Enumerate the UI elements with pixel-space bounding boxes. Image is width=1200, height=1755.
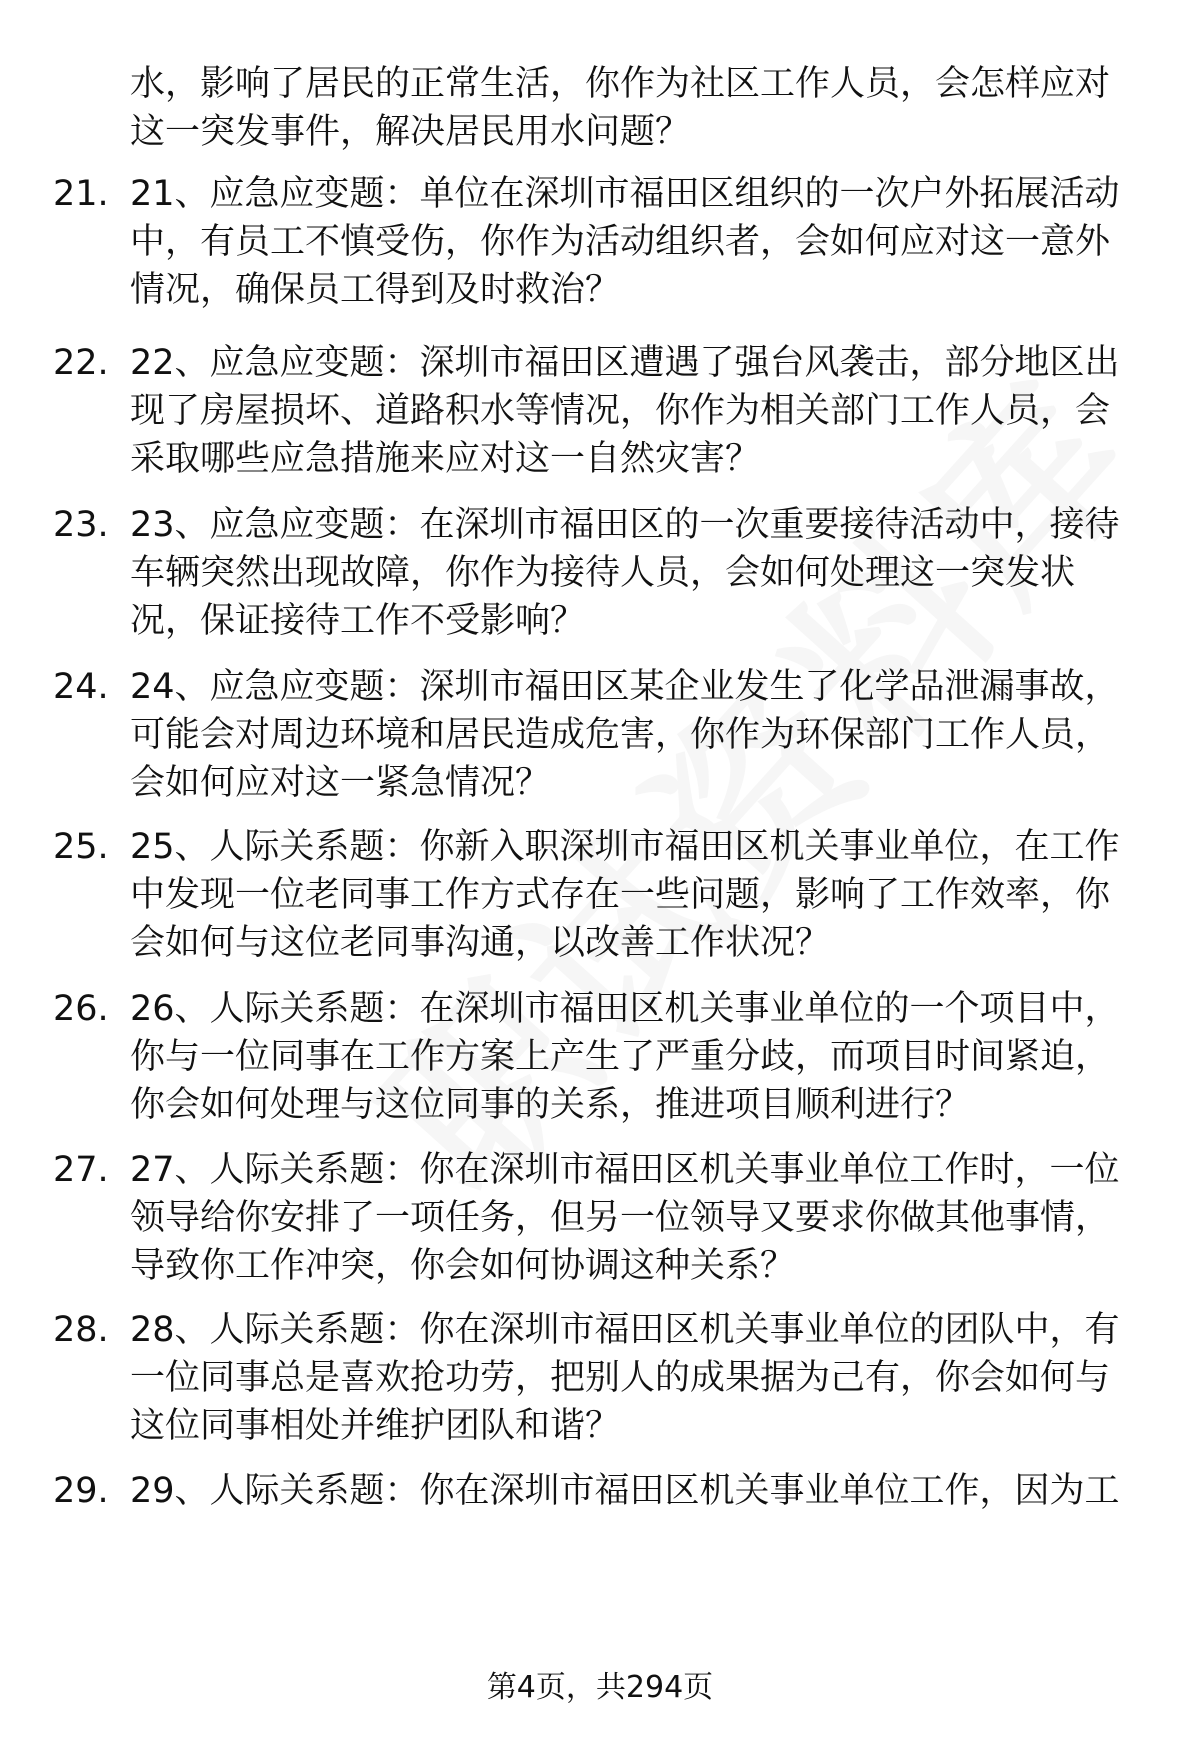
question-text: 29、人际关系题：你在深圳市福田区机关事业单位工作，因为工: [130, 1471, 1120, 1511]
question-text: 24、应急应变题：深圳市福田区某企业发生了化学品泄漏事故，可能会对周边环境和居民造成危害，你作为环保部门工作人员，会如何应对这一紧急情况？: [130, 667, 1120, 803]
question-number: 25.: [53, 827, 109, 867]
question-number: 24.: [53, 667, 109, 707]
question-text: 26、人际关系题：在深圳市福田区机关事业单位的一个项目中，你与一位同事在工作方案上产生了严重分歧，而项目时间紧迫，你会如何处理与这位同事的关系，推进项目顺利进行？: [130, 989, 1120, 1125]
question-text: 21、应急应变题：单位在深圳市福田区组织的一次户外拓展活动中，有员工不慎受伤，你作为活动组织者，会如何应对这一意外情况，确保员工得到及时救治？: [130, 174, 1120, 310]
question-number: 22.: [53, 343, 109, 383]
question-number: 21.: [53, 174, 109, 214]
question-text: 25、人际关系题：你新入职深圳市福田区机关事业单位，在工作中发现一位老同事工作方式存在一些问题，影响了工作效率，你会如何与这位老同事沟通，以改善工作状况？: [130, 827, 1120, 963]
question-number: 23.: [53, 505, 109, 545]
question-text: 27、人际关系题：你在深圳市福田区机关事业单位工作时，一位领导给你安排了一项任务，但另一位领导又要求你做其他事情，导致你工作冲突，你会如何协调这种关系？: [130, 1150, 1120, 1286]
question-number: 27.: [53, 1150, 109, 1190]
question-number: 28.: [53, 1310, 109, 1350]
page-footer: 第4页，共294页: [486, 1670, 714, 1705]
question-text: 28、人际关系题：你在深圳市福田区机关事业单位的团队中，有一位同事总是喜欢抢功劳，把别人的成果据为己有，你会如何与这位同事相处并维护团队和谐？: [130, 1310, 1120, 1446]
question-number: 29.: [53, 1471, 109, 1511]
question-number: 26.: [53, 989, 109, 1029]
question-text: 23、应急应变题：在深圳市福田区的一次重要接待活动中，接待车辆突然出现故障，你作为接待人员，会如何处理这一突发状况，保证接待工作不受影响？: [130, 505, 1120, 641]
intro-paragraph: 水，影响了居民的正常生活，你作为社区工作人员，会怎样应对这一突发事件，解决居民用水问题？: [130, 64, 1111, 152]
question-text: 22、应急应变题：深圳市福田区遭遇了强台风袭击，部分地区出现了房屋损坏、道路积水等情况，你作为相关部门工作人员，会采取哪些应急措施来应对这一自然灾害？: [130, 343, 1120, 479]
